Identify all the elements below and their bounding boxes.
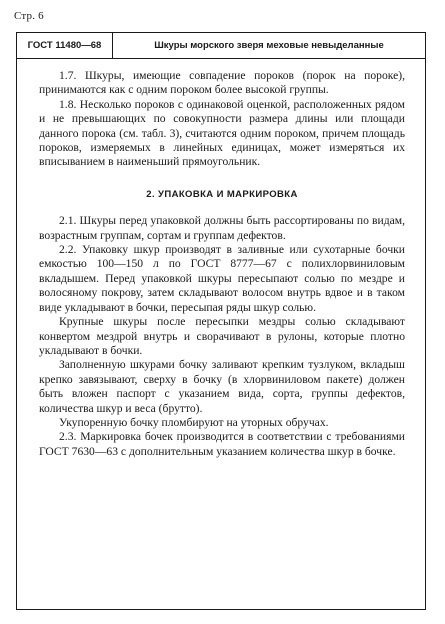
standard-code: ГОСТ 11480—68 xyxy=(17,33,113,58)
paragraph-large-skins: Крупные шкуры после пересыпки мездры солью складывают конвертом мездрой внутрь и сворачивают в рулоны, которые плотно укладывают в бочки. xyxy=(39,315,405,357)
paragraph-2-1: 2.1. Шкуры перед упаковкой должны быть рассортированы по видам, возрастным группам, сортам и группам дефектов. xyxy=(39,214,405,242)
document-frame xyxy=(16,32,426,610)
paragraph-sealing: Укупоренную бочку пломбируют на уторных обручах. xyxy=(59,415,329,429)
document-title: Шкуры морского зверя меховые невыделанные xyxy=(154,40,384,51)
document-body xyxy=(39,69,405,459)
paragraph-2-2: 2.2. Упаковку шкур производят в заливные или сухотарные бочки емкостью 100—150 л по ГОСТ 8777—67 с полихлорвиниловым вкладышем. Перед упаковкой шкуры пересыпают солью по мездре и волосяному покрову, затем складывают волосом внутрь вдвое и в таком виде укладывают в бочки, пересыпая ряды шкур солью. xyxy=(39,243,405,314)
section-heading: 2. УПАКОВКА И МАРКИРОВКА xyxy=(146,188,298,200)
paragraph-filled-barrel: Заполненную шкурами бочку заливают крепким тузлуком, вкладыш крепко завязывают, сверху в бочку (в хлорвиниловом пакете) должен быть вложен паспорт с указанием вида, сорта, группы дефектов, количества шкур и веса (брутто). xyxy=(39,358,405,415)
page-number: Стр. 6 xyxy=(14,10,44,22)
paragraph-2-3: 2.3. Маркировка бочек производится в соответствии с требованиями ГОСТ 7630—63 с дополнительным указанием количества шкур в бочке. xyxy=(39,430,405,458)
paragraph-1-7: 1.7. Шкуры, имеющие совпадение пороков (порок на пороке), принимаются как с одним пороком более высокой группы. xyxy=(39,69,405,97)
document-header xyxy=(17,33,425,59)
paragraph-1-8: 1.8. Несколько пороков с одинаковой оценкой, расположенных рядом и не превышающих по совокупности размера длины или площади данного порока (см. табл. 3), считаются одним пороком, причем площадь пороков, измеряемых в линейных единицах, может измеряться их вписыванием в наименьший прямоугольник. xyxy=(39,97,405,169)
